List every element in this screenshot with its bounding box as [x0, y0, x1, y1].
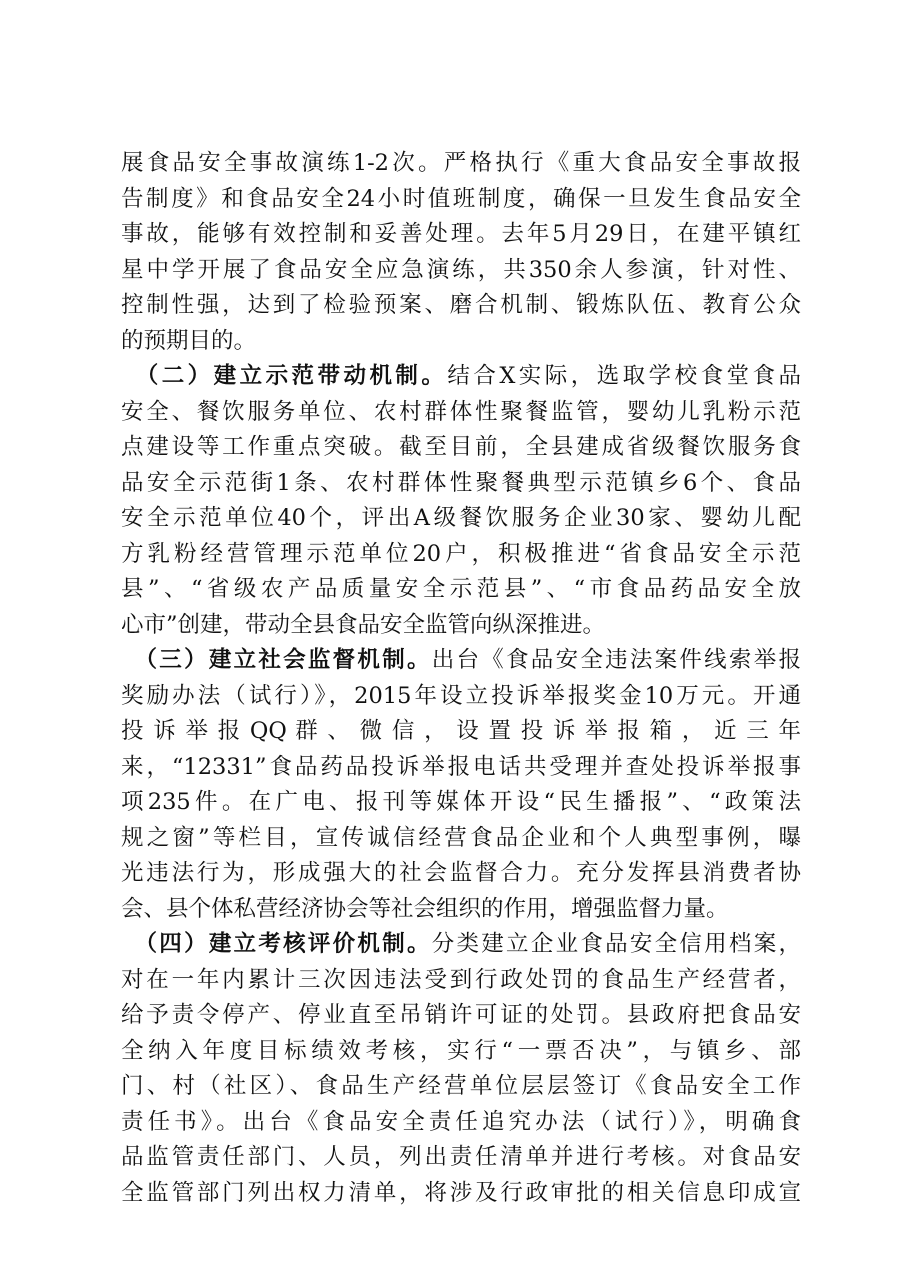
line-text: 会、县个体私营经济协会等社会组织的作用，增强监督力量。	[121, 895, 729, 922]
line-text: 县”、“省级农产品质量安全示范县”、“市食品药品安全放	[121, 576, 801, 602]
line-text: 项235件。在广电、报刊等媒体开设“民生播报”、“政策法	[121, 789, 801, 815]
line-text: 点建设等工作重点突破。截至目前，全县建成省级餐饮服务食	[121, 434, 801, 460]
section-heading: （二）建立示范带动机制。	[146, 363, 448, 389]
line-text: 来，“12331”食品药品投诉举报电话共受理并查处投诉举报事	[121, 753, 801, 780]
section-first-line	[121, 359, 801, 395]
line-text: 全纳入年度目标绩效考核，实行“一票否决”，与镇乡、部	[121, 1037, 801, 1064]
line-text: 规之窗”等栏目，宣传诚信经营食品企业和个人典型事例，曝	[121, 824, 801, 851]
body-line	[121, 288, 801, 324]
body-line	[121, 395, 801, 431]
body-line	[121, 466, 801, 502]
line-text: 品监管责任部门、人员，列出责任清单并进行考核。对食品安	[121, 1144, 801, 1170]
line-text: 事故，能够有效控制和妥善处理。去年5月29日，在建平镇红	[121, 221, 801, 247]
line-text: 结合X实际，选取学校食堂食品	[447, 363, 801, 389]
section-first-line	[121, 643, 801, 679]
body-line	[121, 572, 801, 608]
body-line	[121, 608, 801, 644]
body-line	[121, 963, 801, 999]
line-text: 展食品安全事故演练1-2次。严格执行《重大食品安全事故报	[121, 150, 801, 176]
body-line	[121, 856, 801, 892]
line-text: 全监管部门列出权力清单，将涉及行政审批的相关信息印成宣	[121, 1179, 801, 1206]
document-body	[121, 146, 801, 1211]
body-line	[121, 1069, 801, 1105]
line-text: 投 诉 举 报 QQ 群 、 微 信 ， 设 置 投 诉 举 报 箱 ， 近 三 年	[121, 718, 801, 744]
body-line	[121, 998, 801, 1034]
line-indent	[121, 931, 146, 957]
line-text: 安全示范单位40个，评出A级餐饮服务企业30家、婴幼儿配	[121, 505, 801, 531]
line-indent	[121, 647, 146, 673]
line-text: 心市”创建，带动全县食品安全监管向纵深推进。	[121, 611, 606, 638]
section-heading: （三）建立社会监督机制。	[145, 647, 432, 673]
body-line	[121, 1105, 801, 1141]
body-line	[121, 501, 801, 537]
line-text: 出台《食品安全违法案件线索举报	[431, 647, 801, 673]
body-line	[121, 324, 801, 360]
body-line	[121, 750, 801, 786]
line-text: 光违法行为，形成强大的社会监督合力。充分发挥县消费者协	[121, 860, 801, 886]
body-line	[121, 182, 801, 218]
line-text: 奖励办法（试行）》，2015年设立投诉举报奖金10万元。开通	[121, 682, 801, 709]
section-first-line	[121, 927, 801, 963]
body-line	[121, 1140, 801, 1176]
section-heading: （四）建立考核评价机制。	[145, 931, 432, 957]
body-line	[121, 1176, 801, 1212]
line-text: 品安全示范街1条、农村群体性聚餐典型示范镇乡6个、食品	[121, 469, 801, 496]
body-line	[121, 253, 801, 289]
body-line	[121, 785, 801, 821]
line-text: 的预期目的。	[121, 327, 257, 354]
body-line	[121, 430, 801, 466]
body-line	[121, 679, 801, 715]
line-text: 控制性强，达到了检验预案、磨合机制、锻炼队伍、教育公众	[121, 292, 801, 318]
line-text: 对在一年内累计三次因违法受到行政处罚的食品生产经营者，	[121, 966, 801, 993]
body-line	[121, 714, 801, 750]
body-line	[121, 217, 801, 253]
line-text: 星中学开展了食品安全应急演练，共350余人参演，针对性、	[121, 256, 801, 283]
body-line	[121, 821, 801, 857]
line-text: 安全、餐饮服务单位、农村群体性聚餐监管，婴幼儿乳粉示范	[121, 398, 801, 425]
body-line	[121, 892, 801, 928]
line-text: 告制度》和食品安全24小时值班制度，确保一旦发生食品安全	[121, 185, 801, 212]
line-text: 方乳粉经营管理示范单位20户，积极推进“省食品安全示范	[121, 540, 801, 567]
line-text: 责任书》。出台《食品安全责任追究办法（试行）》，明确食	[121, 1108, 801, 1135]
body-line	[121, 537, 801, 573]
line-text: 分类建立企业食品安全信用档案，	[431, 931, 801, 957]
line-text: 门、村（社区）、食品生产经营单位层层签订《食品安全工作	[121, 1073, 801, 1099]
line-text: 给予责令停产、停业直至吊销许可证的处罚。县政府把食品安	[121, 1002, 801, 1028]
line-indent	[121, 363, 147, 389]
body-line	[121, 146, 801, 182]
body-line	[121, 1034, 801, 1070]
